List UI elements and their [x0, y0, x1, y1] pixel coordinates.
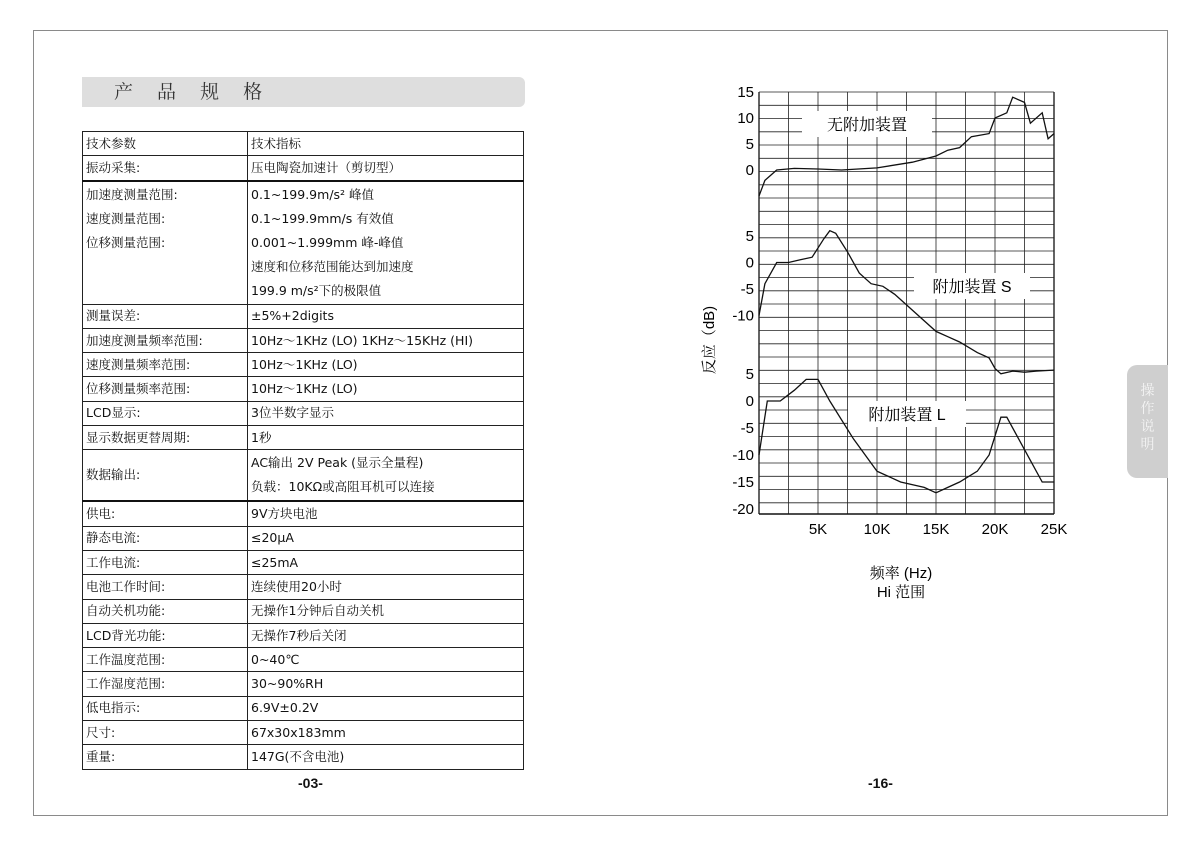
spec-value-cell: [248, 501, 524, 526]
spec-value: ≤20μA: [251, 530, 294, 546]
table-row: [83, 450, 524, 502]
y-tick-label: 10: [737, 110, 754, 127]
table-row: [83, 426, 524, 450]
spec-key: 电池工作时间:: [86, 578, 166, 594]
page-number-left: -03-: [298, 775, 323, 791]
spec-value: 10Hz～1KHz (LO) 1KHz～15KHz (HI): [251, 332, 474, 348]
spec-value-cell: [248, 745, 524, 769]
spec-key: 数据输出:: [86, 467, 141, 483]
y-tick-label: 0: [745, 254, 754, 272]
spec-value: 0.1~199.9mm/s 有效值: [251, 210, 394, 226]
spec-value-cell: [248, 550, 524, 574]
chart-subtitle: Hi 范围: [876, 584, 926, 601]
spec-key-cell: [83, 550, 248, 574]
spec-key: 静态电流:: [86, 530, 141, 546]
spec-value-cell: [248, 353, 524, 377]
spec-key: 速度测量频率范围:: [86, 356, 191, 372]
spec-key: 位移测量频率范围:: [86, 381, 191, 397]
spec-key: 工作湿度范围:: [86, 676, 166, 692]
table-row: [83, 401, 524, 425]
spec-value-cell: [248, 623, 524, 647]
spec-value: AC输出 2V Peak (显示全量程): [251, 455, 424, 471]
spec-table: [82, 131, 524, 770]
spec-value: 连续使用20小时: [251, 578, 342, 594]
table-row: [83, 181, 524, 305]
spec-value: 0.001~1.999mm 峰-峰值: [251, 234, 404, 250]
spec-key-cell: [83, 156, 248, 181]
spec-value: 3位半数字显示: [251, 405, 334, 421]
spec-key-cell: [83, 501, 248, 526]
spec-key: 低电指示:: [86, 700, 141, 716]
spec-key: 重量:: [86, 748, 116, 764]
spec-key-cell: [83, 132, 248, 156]
spec-value: ≤25mA: [251, 554, 299, 570]
spec-key-cell: [83, 575, 248, 599]
spec-key-cell: [83, 181, 248, 305]
spec-key: 供电:: [86, 506, 116, 522]
spec-key: 振动采集:: [86, 159, 141, 175]
series-label: 无附加装置: [826, 117, 908, 134]
spec-value: 199.9 m/s²下的极限值: [251, 282, 382, 298]
spec-key-cell: [83, 426, 248, 450]
table-row: [83, 377, 524, 401]
spec-key-cell: [83, 377, 248, 401]
side-tab-char: 明: [1140, 437, 1155, 453]
table-row: [83, 526, 524, 550]
spec-value-cell: [248, 648, 524, 672]
y-tick-label: -5: [740, 420, 754, 437]
spec-key-cell: [83, 304, 248, 328]
x-tick-label: 20K: [981, 521, 1009, 538]
spec-value-cell: [248, 526, 524, 550]
side-tab-char: 说: [1140, 419, 1155, 435]
table-row: [83, 648, 524, 672]
spec-value: 无操作7秒后关闭: [251, 627, 347, 643]
frequency-response-chart: [690, 75, 1080, 615]
series-label: 附加装置 S: [932, 279, 1012, 296]
page-number-right: -16-: [868, 775, 893, 791]
spec-value: 9V方块电池: [251, 506, 318, 522]
spec-value: 1秒: [251, 429, 272, 445]
spec-key: LCD显示:: [86, 405, 141, 421]
spec-key-cell: [83, 696, 248, 720]
spec-key: 加速度测量范围:: [86, 186, 178, 202]
table-row: [83, 623, 524, 647]
y-tick-label: 5: [745, 136, 754, 153]
y-tick-label: 15: [737, 84, 754, 101]
series-label: 附加装置 L: [868, 407, 946, 424]
spec-key-cell: [83, 672, 248, 696]
table-row: [83, 721, 524, 745]
spec-value-cell: [248, 575, 524, 599]
table-row: [83, 501, 524, 526]
spec-value: 67x30x183mm: [251, 724, 346, 740]
spec-value-cell: [248, 132, 524, 156]
y-tick-label: -20: [732, 501, 754, 518]
y-axis-label: 反应（dB): [701, 305, 718, 375]
spec-value: 技术指标: [251, 135, 302, 151]
spec-value-cell: [248, 599, 524, 623]
spec-value-cell: [248, 450, 524, 502]
spec-value-cell: [248, 304, 524, 328]
table-row: [83, 550, 524, 574]
spec-value: 速度和位移范围能达到加速度: [251, 258, 414, 274]
table-row: [83, 745, 524, 769]
spec-key: 工作电流:: [86, 554, 141, 570]
side-tab-operation[interactable]: [1127, 365, 1168, 478]
spec-value: 负载：10KΩ或高阻耳机可以连接: [251, 479, 435, 495]
table-row: [83, 599, 524, 623]
spec-key-cell: [83, 623, 248, 647]
spec-value: 10Hz～1KHz (LO): [251, 381, 358, 397]
spec-value: 无操作1分钟后自动关机: [251, 603, 384, 619]
spec-value-cell: [248, 328, 524, 352]
spec-key: 显示数据更替周期:: [86, 429, 191, 445]
y-tick-label: 0: [745, 393, 754, 410]
spec-key-cell: [83, 721, 248, 745]
y-tick-label: -10: [732, 447, 754, 464]
y-tick-label: -10: [732, 307, 754, 325]
spec-value-cell: [248, 156, 524, 181]
spec-key-cell: [83, 401, 248, 425]
table-row: [83, 575, 524, 599]
spec-key-cell: [83, 328, 248, 352]
table-row: [83, 672, 524, 696]
spec-key: 位移测量范围:: [86, 234, 166, 250]
spec-key: 尺寸:: [86, 724, 116, 740]
y-tick-label: -15: [732, 474, 754, 491]
spec-key: 自动关机功能:: [86, 603, 166, 619]
spec-value-cell: [248, 672, 524, 696]
x-tick-label: 15K: [922, 521, 950, 538]
table-row: [83, 304, 524, 328]
spec-value: ±5%+2digits: [251, 308, 334, 324]
spec-value-cell: [248, 401, 524, 425]
spec-key: 加速度测量频率范围:: [86, 332, 203, 348]
y-tick-label: -5: [740, 281, 754, 298]
spec-value: 10Hz～1KHz (LO): [251, 356, 358, 372]
spec-key-cell: [83, 353, 248, 377]
spec-value: 30~90%RH: [251, 676, 324, 692]
spec-key-cell: [83, 450, 248, 502]
side-tab-char: 作: [1140, 401, 1155, 417]
spec-key: 测量误差:: [86, 308, 141, 324]
spec-key-cell: [83, 526, 248, 550]
x-tick-label: 5K: [808, 521, 828, 538]
y-tick-label: 5: [745, 366, 754, 383]
spec-value: 0.1~199.9m/s² 峰值: [251, 186, 375, 202]
spec-key: LCD背光功能:: [86, 627, 166, 643]
side-tab-char: 操: [1140, 383, 1155, 399]
table-row: [83, 132, 524, 156]
x-tick-label: 10K: [863, 521, 891, 538]
table-row: [83, 328, 524, 352]
table-row: [83, 156, 524, 181]
spec-value: 147G(不含电池): [251, 748, 345, 764]
table-row: [83, 353, 524, 377]
spec-value-cell: [248, 181, 524, 305]
spec-value: 0~40℃: [251, 651, 300, 667]
y-tick-label: 0: [745, 162, 754, 179]
spec-key-cell: [83, 745, 248, 769]
spec-key: 工作温度范围:: [86, 651, 166, 667]
table-row: [83, 696, 524, 720]
spec-key: 速度测量范围:: [86, 210, 166, 226]
y-tick-label: 5: [745, 228, 754, 245]
section-title: 产 品 规 格: [82, 77, 525, 107]
spec-value-cell: [248, 721, 524, 745]
spec-key-cell: [83, 599, 248, 623]
spec-value-cell: [248, 377, 524, 401]
spec-value-cell: [248, 696, 524, 720]
spec-key-cell: [83, 648, 248, 672]
x-axis-label: 频率 (Hz): [869, 565, 933, 582]
spec-value-cell: [248, 426, 524, 450]
x-tick-label: 25K: [1040, 521, 1068, 538]
spec-value: 6.9V±0.2V: [251, 700, 319, 716]
spec-key: 技术参数: [86, 135, 137, 151]
spec-value: 压电陶瓷加速计（剪切型）: [251, 159, 402, 175]
